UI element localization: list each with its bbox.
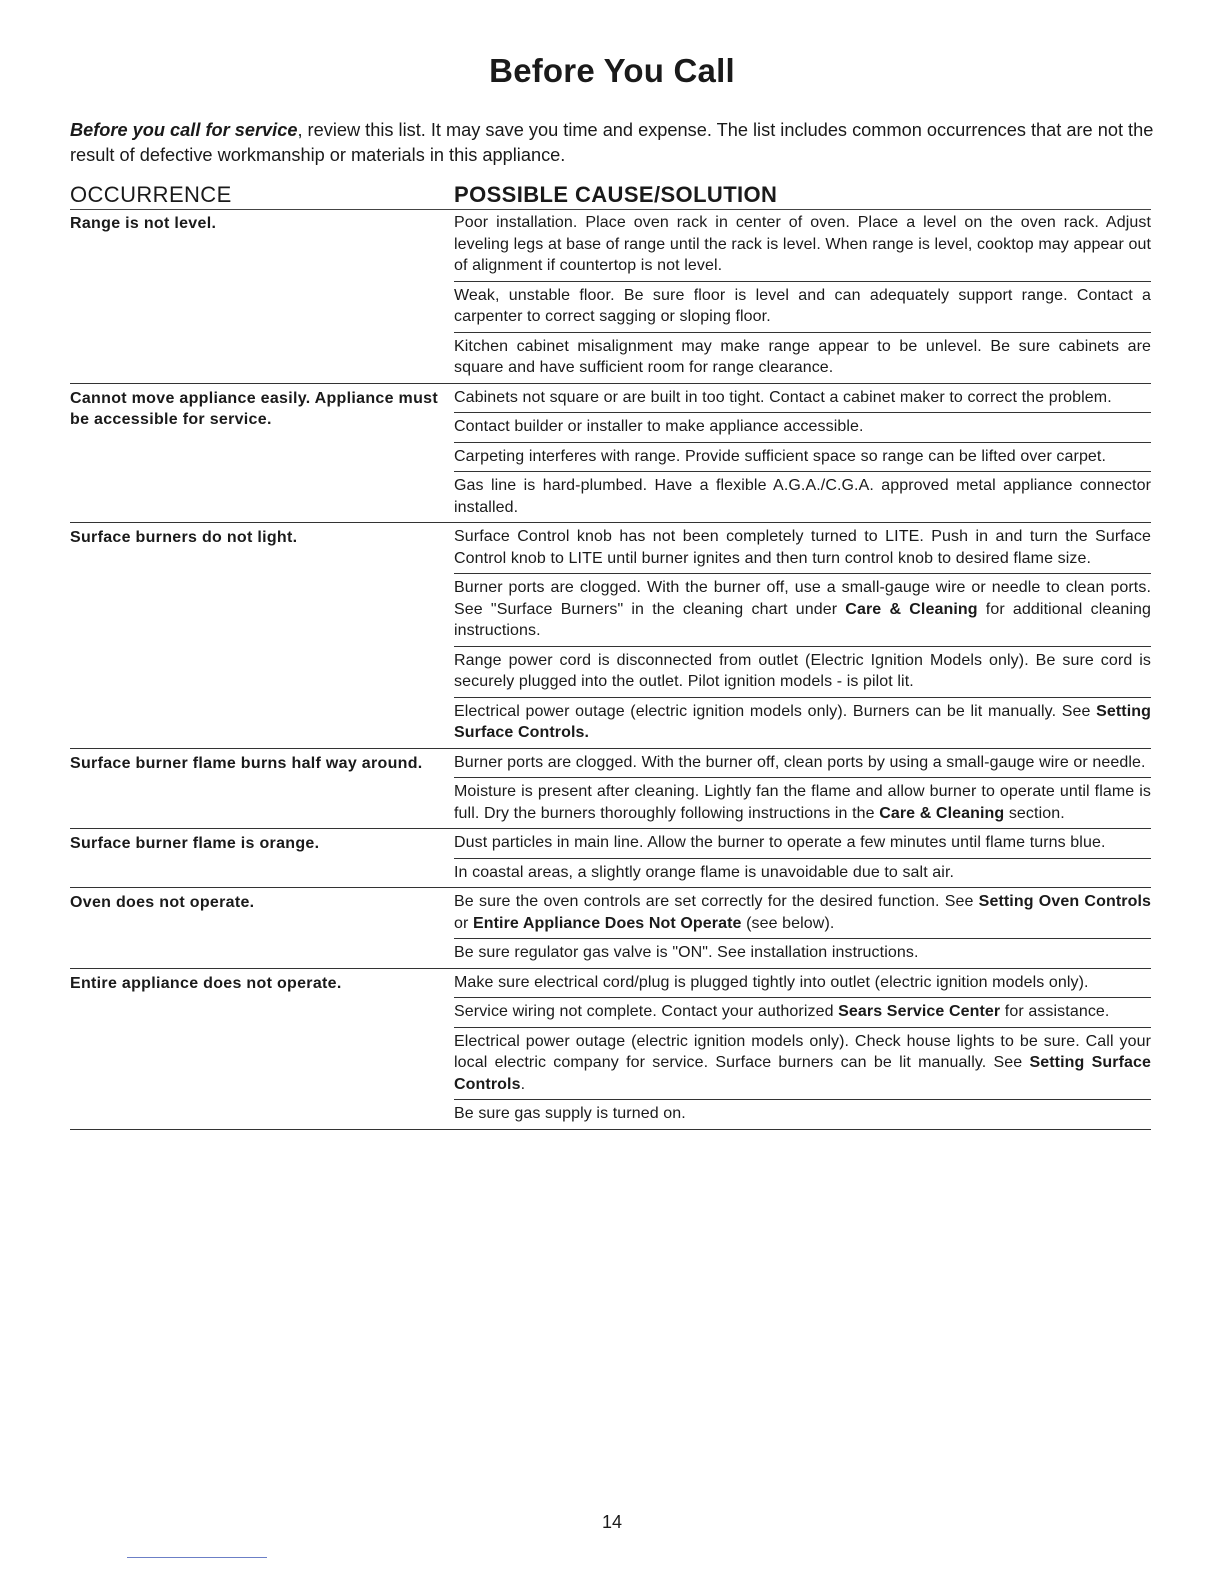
solution-text: Burner ports are clogged. With the burner off, use a small-gauge wire or needle to clean ports. See "Surface Burners" in the cleaning chart under [454,579,1151,618]
table-row [70,969,1151,1130]
solution-reference: Sears Service Center [838,1003,1001,1020]
table-row [70,523,1151,749]
solution-item [454,997,1151,1027]
solution-item [454,777,1151,828]
solutions-list [454,209,1151,383]
solution-item [454,858,1151,888]
page-title: Before You Call [489,52,735,89]
solution-item [454,829,1151,858]
solution-text: In coastal areas, a slightly orange flame is unavoidable due to salt air. [454,863,955,881]
solution-item [454,697,1151,748]
solution-reference: Setting Surface Controls. [454,702,1151,741]
solutions-list [454,523,1151,748]
solution-item [454,442,1151,472]
solution-text: Be sure the oven controls are set correctly for the desired function. See [454,893,979,910]
solution-text: Be sure gas supply is turned on. [454,1105,686,1122]
solution-text: (see below). [741,914,835,932]
solutions-list [454,829,1151,887]
solution-text: Kitchen cabinet misalignment may make range appear to be unlevel. Be sure cabinets are square and have sufficient room for range clearance. [454,337,1151,376]
occurrence-text: Entire appliance does not operate. [70,974,342,992]
solution-reference: Care & Cleaning [845,600,978,618]
occurrence-text: Surface burners do not light. [70,529,298,546]
table-row [70,829,1151,888]
solution-text: Range power cord is disconnected from outlet (Electric Ignition Models only). Be sure cord is securely plugged into the outlet. Pilot ignition models - is pilot lit. [454,651,1151,690]
solution-text: Surface Control knob has not been completely turned to LITE. Push in and turn the Surface Control knob to LITE until burner ignites and then turn control knob to desired flame size. [454,528,1151,567]
occurrence-text: Cannot move appliance easily. Appliance must be accessible for service. [70,389,438,428]
solution-text: Moisture is present after cleaning. Lightly fan the flame and allow burner to operate until flame is full. Dry the burners thoroughly following instructions in the [454,783,1151,822]
footer-rule [127,1557,267,1558]
intro-paragraph [70,118,1155,168]
solution-reference: Setting Surface Controls [454,1054,1151,1093]
solution-text: Weak, unstable floor. Be sure floor is level and can adequately support range. Contact a carpenter to correct sagging or sloping floor. [454,286,1151,325]
occurrence-text: Surface burner flame burns half way around. [70,754,423,772]
solution-text: Be sure regulator gas valve is "ON". See installation instructions. [454,944,919,961]
solution-text: Contact builder or installer to make appliance accessible. [454,418,864,435]
solution-reference: Care & Cleaning [879,804,1005,822]
solution-text: Electrical power outage (electric ignition models only). Burners can be lit manually. See [454,702,1097,720]
solution-text: for additional cleaning instructions. [454,600,1151,639]
troubleshooting-table [70,209,1151,1130]
solution-item [454,281,1151,332]
intro-text: , review this list. It may save you time and expense. The list includes common occurrences that are not the result of defective workmanship or materials in this appliance. [70,120,1154,165]
solution-reference: Setting Oven Controls [978,893,1151,910]
solutions-list [454,384,1151,523]
solution-text: Burner ports are clogged. With the burner off, clean ports by using a small-gauge wire or needle. [454,753,1146,771]
table-header [70,181,1151,210]
table-row [70,209,1151,384]
solution-item [454,471,1151,522]
solution-item [454,412,1151,442]
solution-text: or [454,914,473,932]
solution-item [454,969,1151,998]
solution-reference: Entire Appliance Does Not Operate [472,914,742,932]
solution-text: Poor installation. Place oven rack in center of oven. Place a level on the oven rack. Adjust leveling legs at base of range until the rack is level. When range is level, cooktop may appear out of alignment if countertop is not level. [454,214,1151,274]
page-number: 14 [601,1512,623,1532]
solution-item [454,573,1151,646]
solutions-list [454,749,1151,829]
occurrence-text: Oven does not operate. [70,894,255,911]
solution-item [454,1099,1151,1129]
table-row [70,749,1151,830]
solution-text: Cabinets not square or are built in too tight. Contact a cabinet maker to correct the problem. [454,388,1112,406]
solution-item [454,888,1151,938]
solution-text: Make sure electrical cord/plug is plugged tightly into outlet (electric ignition models only). [454,973,1089,991]
solution-item [454,384,1151,413]
occurrence-text: Surface burner flame is orange. [70,835,320,852]
occurrence-text: Range is not level. [70,215,217,232]
solution-text: Carpeting interferes with range. Provide sufficient space so range can be lifted over carpet. [454,447,1107,465]
table-row [70,888,1151,969]
intro-lead: Before you call for service [70,120,298,140]
solution-header: POSSIBLE CAUSE/SOLUTION [454,182,778,207]
solution-text: Dust particles in main line. Allow the burner to operate a few minutes until flame turns blue. [454,834,1106,851]
solution-item [454,749,1151,778]
solution-text: for assistance. [1000,1003,1110,1020]
table-row [70,384,1151,524]
solutions-list [454,888,1151,968]
solution-item [454,523,1151,573]
solution-item [454,209,1151,281]
solution-text: . [520,1075,526,1093]
occurrence-header: OCCURRENCE [70,182,232,207]
solution-text: section. [1004,804,1065,822]
solution-item [454,646,1151,697]
solution-text: Service wiring not complete. Contact your authorized [454,1003,839,1020]
solution-text: Electrical power outage (electric ignition models only). Check house lights to be sure. Call your local electric company for service. Surface burners can be lit manually. See [454,1032,1151,1071]
solution-text: Gas line is hard-plumbed. Have a flexible A.G.A./C.G.A. approved metal appliance connector installed. [454,477,1151,516]
solutions-list [454,969,1151,1129]
solution-item [454,332,1151,383]
solution-item [454,1027,1151,1100]
solution-item [454,938,1151,968]
